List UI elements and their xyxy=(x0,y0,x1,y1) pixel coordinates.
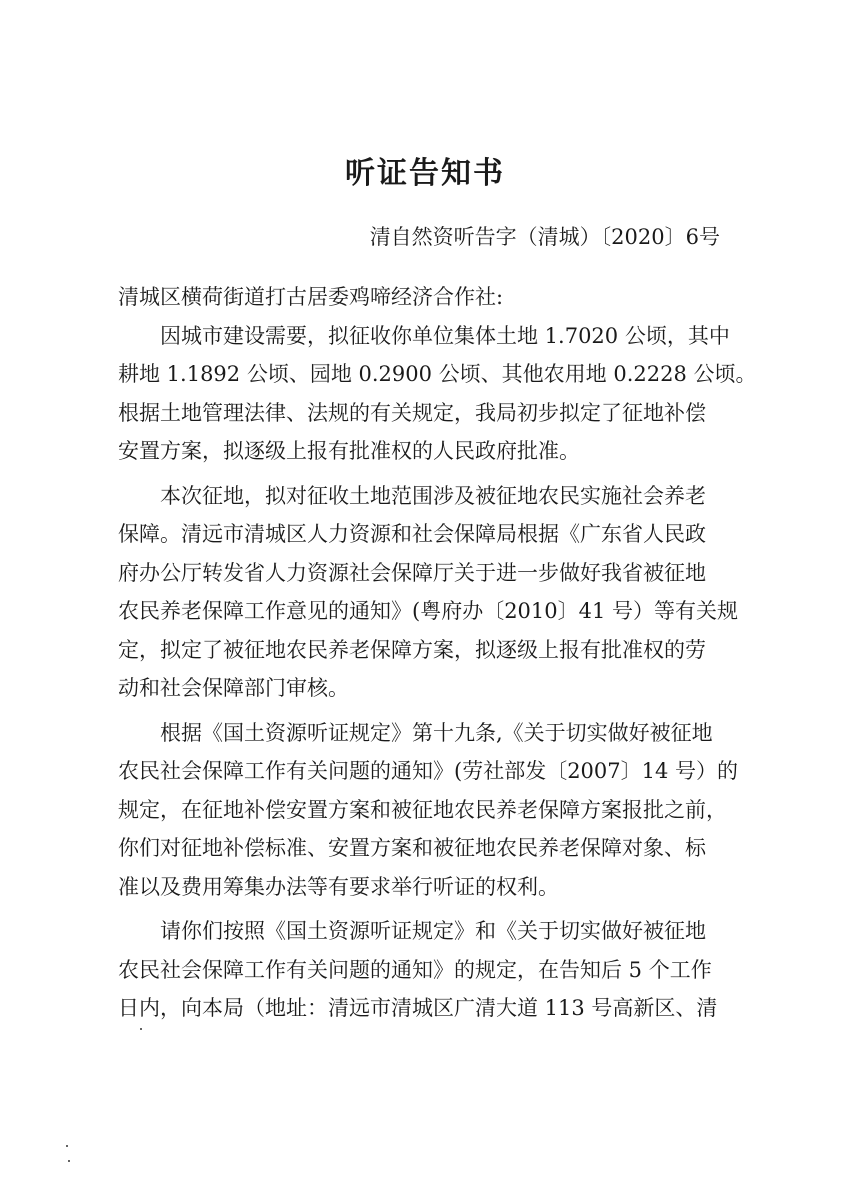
paragraph-line: 本次征地，拟对征收土地范围涉及被征地农民实施社会养老 xyxy=(160,483,706,508)
paragraph-line: 农民社会保障工作有关问题的通知》(劳社部发〔2007〕14 号）的 xyxy=(118,759,739,783)
document-title: 听证告知书 xyxy=(345,156,505,191)
scan-speck xyxy=(140,1028,142,1030)
paragraph-line: 动和社会保障部门审核。 xyxy=(118,676,349,700)
scan-speck xyxy=(66,1145,68,1147)
paragraph-line: 根据《国土资源听证规定》第十九条,《关于切实做好被征地 xyxy=(160,720,713,745)
salutation: 清城区横荷街道打古居委鸡啼经济合作社: xyxy=(118,285,504,309)
paragraph-4 xyxy=(118,912,724,1028)
paragraph-line: 府办公厅转发省人力资源社会保障厅关于进一步做好我省被征地 xyxy=(118,560,706,585)
document-body xyxy=(118,278,757,1034)
paragraph-3 xyxy=(118,714,739,907)
paragraph-line: 耕地 1.1892 公顷、园地 0.2900 公顷、其他农用地 0.2228 公顷。 xyxy=(118,362,757,386)
paragraph-line: 保障。清远市清城区人力资源和社会保障局根据《广东省人民政 xyxy=(118,522,706,546)
paragraph-line: 安置方案，拟逐级上报有批准权的人民政府批准。 xyxy=(118,439,580,463)
paragraph-line: 你们对征地补偿标准、安置方案和被征地农民养老保障对象、标 xyxy=(118,836,706,860)
paragraph-1 xyxy=(118,317,757,471)
paragraph-line: 根据土地管理法律、法规的有关规定，我局初步拟定了征地补偿 xyxy=(118,400,706,425)
paragraph-line: 规定，在征地补偿安置方案和被征地农民养老保障方案报批之前， xyxy=(118,797,727,822)
paragraph-line: 请你们按照《国土资源听证规定》和《关于切实做好被征地 xyxy=(160,919,706,943)
paragraph-line: 定，拟定了被征地农民养老保障方案，拟逐级上报有批准权的劳 xyxy=(118,637,706,662)
paragraph-line: 农民养老保障工作意见的通知》(粤府办〔2010〕41 号）等有关规 xyxy=(118,599,739,623)
paragraph-line: 农民社会保障工作有关问题的通知》的规定，在告知后 5 个工作 xyxy=(118,957,712,982)
document-number: 清自然资听告字（清城）〔2020〕6号 xyxy=(369,225,720,249)
paragraph-line: 日内，向本局（地址：清远市清城区广清大道 113 号高新区、清 xyxy=(118,996,718,1020)
scan-speck xyxy=(68,1160,70,1162)
paragraph-line: 准以及费用筹集办法等有要求举行听证的权利。 xyxy=(118,874,559,899)
paragraph-line: 因城市建设需要，拟征收你单位集体土地 1.7020 公顷，其中 xyxy=(160,323,730,348)
paragraph-2 xyxy=(118,477,739,708)
